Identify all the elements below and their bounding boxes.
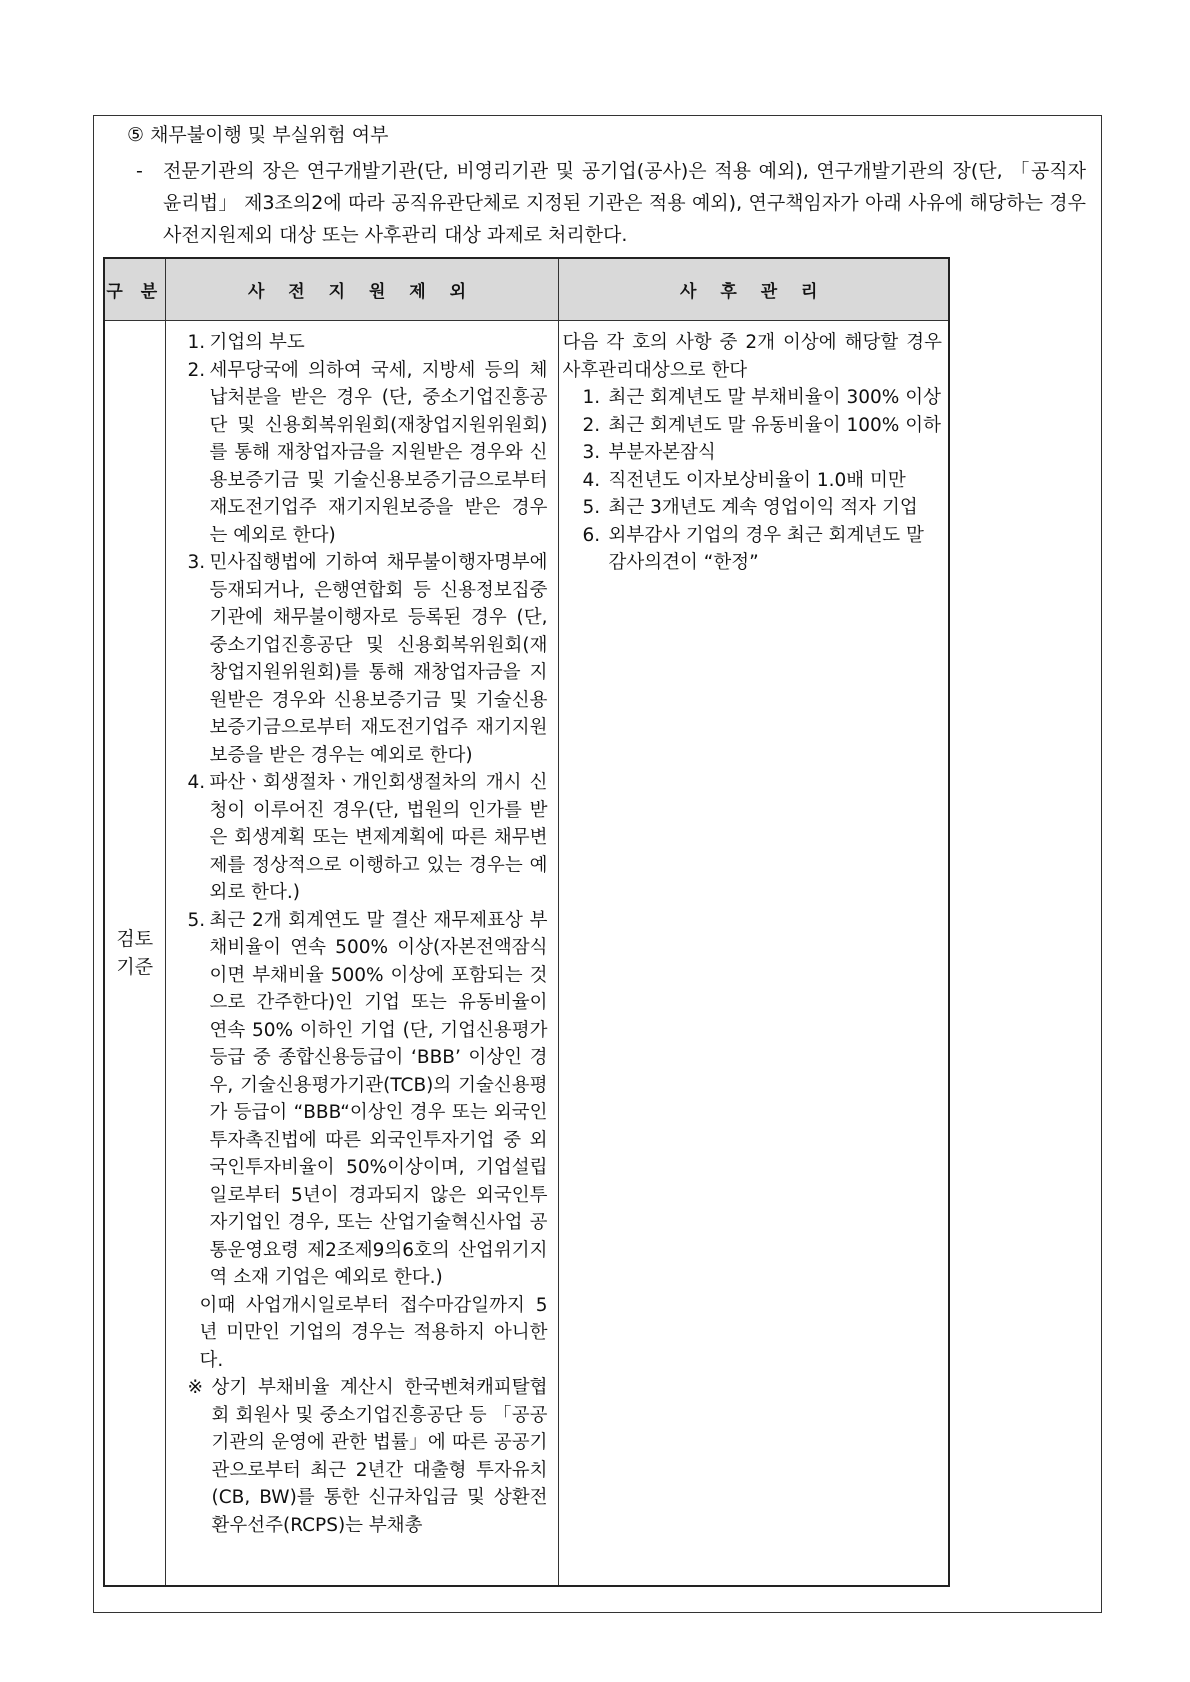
header-pre-exclusion: 사 전 지 원 제 외 — [165, 258, 558, 321]
pre-item-4-number: 4. — [187, 772, 206, 793]
pre-item-2-number: 2. — [187, 359, 206, 381]
pre-item-3-text: 민사집행법에 기하여 채무불이행자명부에 등재되거나, 은행연합회 등 신용정보집중기관에 채무불이행자로 등록된 경우 (단, 중소기업진흥공단 및 신용회복위원회(재창업지원위원회)를 통해 재창업자금을 지원받은 경우와 신용보증기금 및 기술신용보증기금으로부터 재도전기업주 재기지원보증을 받은 경우는 예외로 한다) — [209, 552, 548, 766]
section-intro — [136, 155, 1086, 251]
table-header-row — [104, 258, 949, 321]
pre-note-paragraph: 이때 사업개시일로부터 접수마감일까지 5년 미만인 기업의 경우는 적용하지 아니한다. — [199, 1294, 548, 1371]
pre-item-5 — [188, 907, 548, 1292]
category-cell — [104, 321, 165, 1587]
pre-remark — [188, 1374, 548, 1539]
section-heading: ⑤ 채무불이행 및 부실위험 여부 — [127, 124, 389, 146]
pre-item-2-text: 세무당국에 의하여 국세, 지방세 등의 체납처분을 받은 경우 (단, 중소기업진흥공단 및 신용회복위원회(재창업지원위원회)를 통해 재창업자금을 지원받은 경우와 신용보증기금 및 기술신용보증기금으로부터 재도전기업주 재기지원보증을 받은 경우는 예외로 한다) — [209, 359, 548, 546]
pre-item-5-text: 최근 2개 회계연도 말 결산 재무제표상 부채비율이 연속 500% 이상(자본전액잠식이면 부채비율 500% 이상에 포함되는 것으로 간주한다)인 기업 또는 유동비율이 연속 50% 이하인 기업 (단, 기업신용평가등급 중 종합신용등급이 ‘BBB’ 이상인 경우, 기술신용평가기관(TCB)의 기술신용평가 등급이 “BBB“이상인 경우 또는 외국인투자촉진법에 따른 외국인투자기업 중 외국인투자비율이 50%이상이며, 기업설립일로부터 5년이 경과되지 않은 외국인투자기업인 경우, 또는 산업기술혁신사업 공통운영요령 제2조제9의6호의 산업위기지역 소재 기업은 예외로 한다.) — [209, 909, 548, 1288]
pre-item-2 — [188, 357, 548, 550]
header-category: 구 분 — [104, 258, 165, 321]
post-item-2 — [563, 412, 943, 440]
category-label-line2: 기준 — [116, 956, 154, 978]
post-item-6-number: 6. — [582, 524, 601, 546]
post-item-1-text: 최근 회계년도 말 부채비율이 300% 이상 — [608, 387, 941, 408]
post-item-4 — [563, 467, 943, 495]
pre-item-3 — [188, 549, 548, 769]
post-management-cell — [558, 321, 949, 1587]
pre-item-4-text: 파산ㆍ회생절차ㆍ개인회생절차의 개시 신청이 이루어진 경우(단, 법원의 인가를 받은 회생계획 또는 변제계획에 따른 채무변제를 정상적으로 이행하고 있는 경우는 예외로 한다.) — [209, 772, 548, 903]
criteria-table — [103, 257, 950, 1587]
pre-item-3-number: 3. — [187, 552, 206, 573]
post-item-5-text: 최근 3개년도 계속 영업이익 적자 기업 — [608, 497, 918, 518]
post-item-6-text: 외부감사 기업의 경우 최근 회계년도 말 감사의견이 “한정” — [608, 524, 924, 573]
intro-text: 전문기관의 장은 연구개발기관(단, 비영리기관 및 공기업(공사)은 적용 예외), 연구개발기관의 장(단, 「공직자 윤리법」 제3조의2에 따라 공직유관단체로 지정된 기관은 적용 예외), 연구책임자가 아래 사유에 해당하는 경우 사전지원제외 대상 또는 사후관리 대상 과제로 처리한다. — [163, 160, 1086, 246]
post-item-5 — [563, 494, 943, 522]
post-item-5-number: 5. — [582, 497, 601, 518]
pre-item-4 — [188, 769, 548, 907]
post-item-3-number: 3. — [582, 442, 601, 463]
post-item-2-number: 2. — [582, 414, 601, 436]
pre-item-1-text: 기업의 부도 — [209, 332, 305, 353]
pre-item-1-number: 1. — [187, 332, 206, 353]
intro-dash: - — [136, 160, 143, 182]
post-item-1-number: 1. — [582, 387, 601, 408]
post-item-4-text: 직전년도 이자보상비율이 1.0배 미만 — [608, 469, 906, 491]
remark-mark: ※ — [187, 1377, 204, 1398]
post-item-4-number: 4. — [582, 469, 601, 491]
remark-text: 상기 부채비율 계산시 한국벤쳐캐피탈협회 회원사 및 중소기업진흥공단 등 「공공기관의 운영에 관한 법률」에 따른 공공기관으로부터 최근 2년간 대출형 투자유치(CB, BW)를 통한 신규차입금 및 상환전환우선주(RCPS)는 부채총 — [211, 1377, 548, 1536]
pre-item-1 — [188, 329, 548, 357]
post-item-2-text: 최근 회계년도 말 유동비율이 100% 이하 — [608, 414, 941, 436]
pre-item-5-number: 5. — [187, 909, 206, 931]
post-item-1 — [563, 384, 943, 412]
post-lead-text: 다음 각 호의 사항 중 2개 이상에 해당할 경우 사후관리대상으로 한다 — [562, 332, 942, 381]
pre-exclusion-cell — [165, 321, 558, 1587]
post-item-6 — [563, 522, 943, 577]
post-item-3 — [563, 439, 943, 467]
header-post-management: 사 후 관 리 — [558, 258, 949, 321]
table-row — [104, 321, 949, 1587]
post-item-3-text: 부분자본잠식 — [608, 442, 716, 463]
category-label-line1: 검토 — [116, 928, 154, 950]
